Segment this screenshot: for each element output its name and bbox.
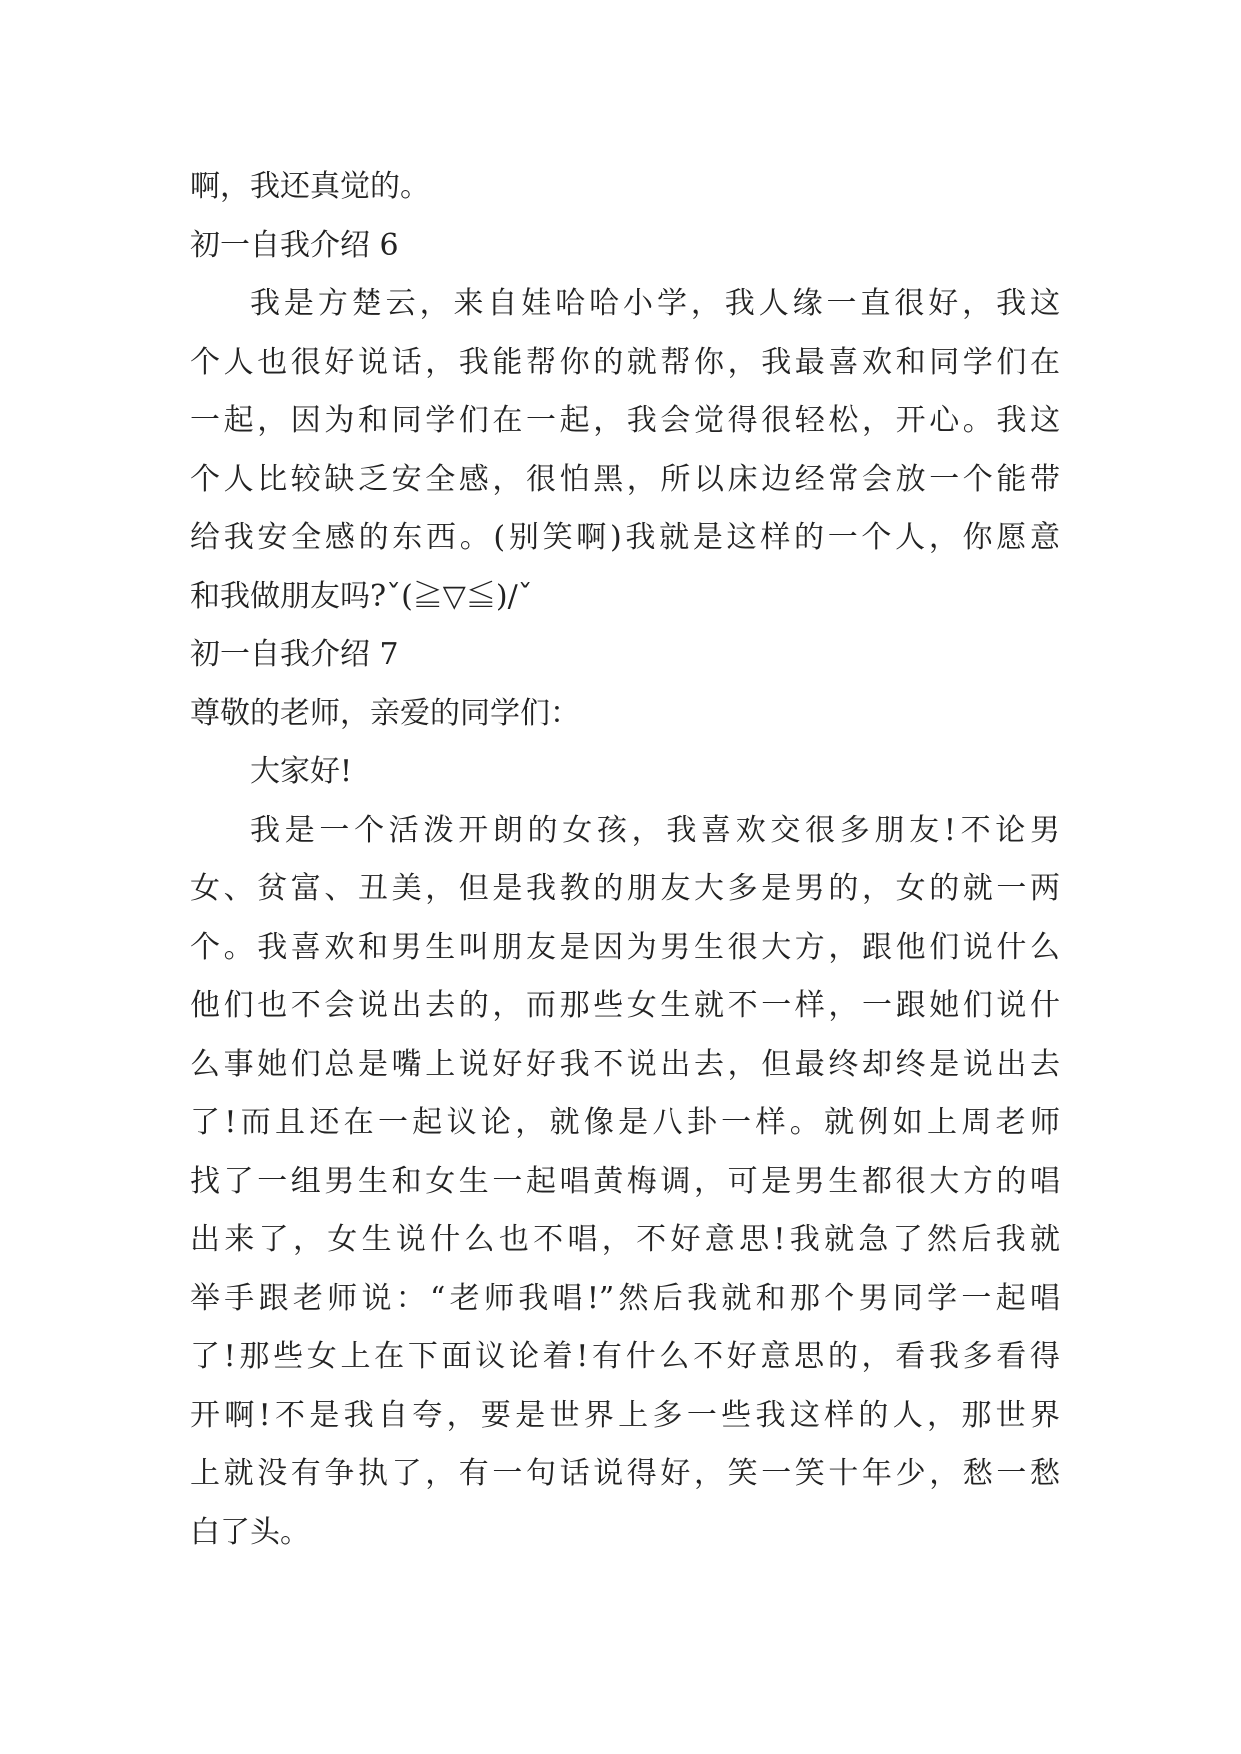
text-line: 一起，因为和同学们在一起，我会觉得很轻松，开心。我这: [190, 403, 1060, 438]
text-line: 出来了，女生说什么也不唱，不好意思!我就急了然后我就: [190, 1222, 1060, 1257]
section-heading: [190, 217, 1060, 276]
text-line: 尊敬的老师，亲爱的同学们：: [190, 695, 580, 731]
paragraph: [190, 685, 1060, 744]
paragraph: [190, 275, 1060, 626]
text-line: 我是方楚云，来自娃哈哈小学，我人缘一直很好，我这: [250, 286, 1060, 321]
text-line: 啊，我还真觉的。: [190, 169, 430, 204]
text-line: 他们也不会说出去的，而那些女生就不一样，一跟她们说什: [190, 988, 1060, 1023]
heading-text: 初一自我介绍 6: [190, 227, 399, 263]
text-line: 和我做朋友吗?ˇ(≧▽≦)/ˇ: [190, 578, 533, 614]
text-line: 个人比较缺乏安全感，很怕黑，所以床边经常会放一个能带: [190, 461, 1060, 497]
text-line: 个。我喜欢和男生叫朋友是因为男生很大方，跟他们说什么: [190, 929, 1060, 965]
text-line: 个人也很好说话，我能帮你的就帮你，我最喜欢和同学们在: [190, 344, 1060, 380]
text-line: 白了头。: [190, 1514, 310, 1550]
section-heading: [190, 626, 1060, 685]
text-line: 上就没有争执了，有一句话说得好，笑一笑十年少，愁一愁: [190, 1456, 1060, 1491]
text-line: 了!而且还在一起议论，就像是八卦一样。就例如上周老师: [190, 1105, 1060, 1140]
paragraph: [190, 158, 1060, 217]
text-line: 我是一个活泼开朗的女孩，我喜欢交很多朋友!不论男: [250, 812, 1060, 848]
text-line: 女、贫富、丑美，但是我教的朋友大多是男的，女的就一两: [190, 871, 1060, 906]
text-line: 么事她们总是嘴上说好好我不说出去，但最终却终是说出去: [190, 1046, 1060, 1082]
text-line: 给我安全感的东西。(别笑啊)我就是这样的一个人，你愿意: [190, 520, 1060, 555]
text-line: 找了一组男生和女生一起唱黄梅调，可是男生都很大方的唱: [190, 1163, 1060, 1199]
text-line: 举手跟老师说：“老师我唱!”然后我就和那个男同学一起唱: [190, 1280, 1060, 1316]
text-line: 大家好!: [250, 754, 353, 789]
paragraph: [190, 743, 1060, 802]
text-line: 开啊!不是我自夸，要是世界上多一些我这样的人，那世界: [190, 1397, 1060, 1433]
document-body: [190, 158, 1060, 1562]
paragraph: [190, 802, 1060, 1563]
heading-text: 初一自我介绍 7: [190, 637, 399, 672]
text-line: 了!那些女上在下面议论着!有什么不好意思的，看我多看得: [190, 1339, 1060, 1374]
